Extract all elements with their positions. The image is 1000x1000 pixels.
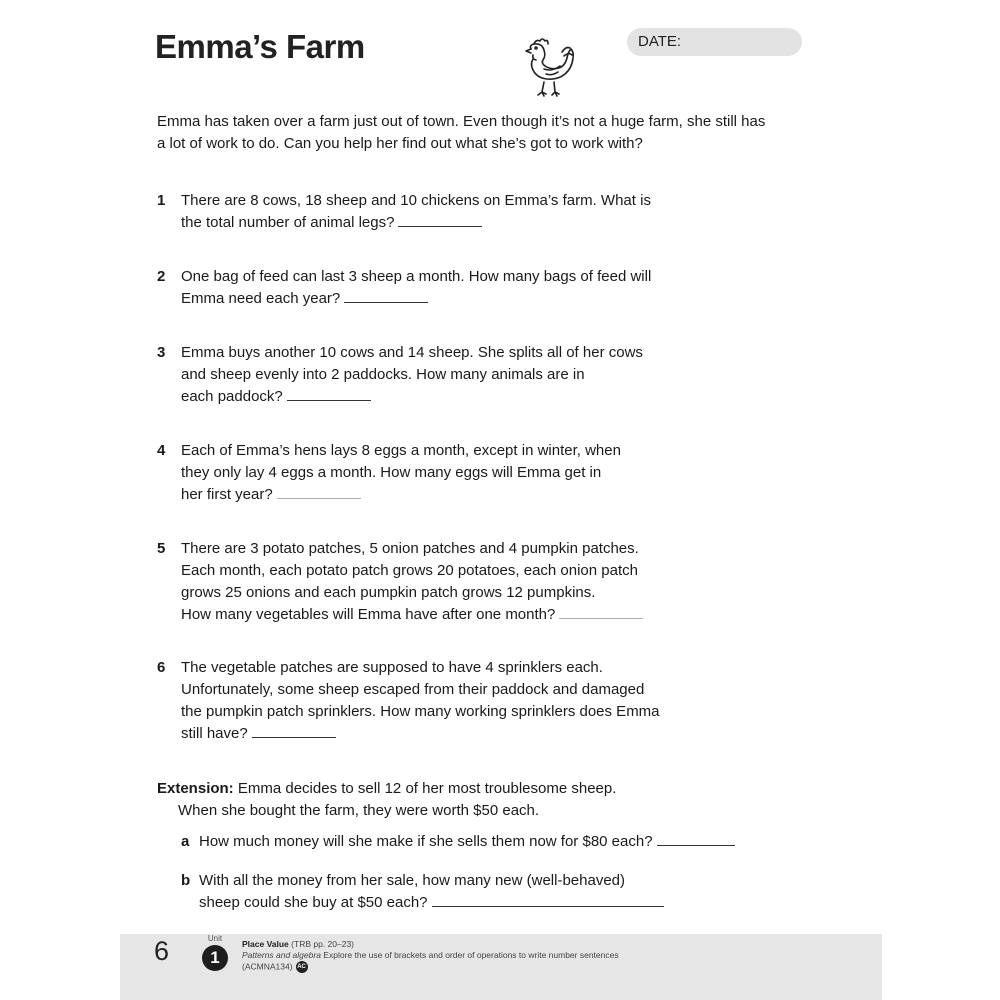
question-line: Emma buys another 10 cows and 14 sheep. She splits all of her cows (181, 344, 643, 361)
intro-paragraph: Emma has taken over a farm just out of town. Even though it’s not a huge farm, she still has a lot of work to do. Can you help her find out what she’s got to work with? (157, 113, 766, 152)
question-line: The vegetable patches are supposed to have 4 sprinklers each. (181, 659, 603, 676)
question-number: 5 (157, 540, 166, 557)
unit-badge (202, 934, 228, 974)
part-letter: b (181, 872, 191, 889)
unit-pages: (TRB pp. 20–23) (291, 939, 355, 949)
question-line: One bag of feed can last 3 sheep a month. How many bags of feed will (181, 268, 652, 285)
question-4 (157, 440, 797, 506)
answer-blank[interactable] (344, 288, 428, 303)
question-number: 3 (157, 344, 166, 361)
date-field[interactable] (627, 28, 802, 56)
extension-section (157, 778, 797, 822)
unit-number: 1 (202, 945, 228, 971)
answer-blank[interactable] (657, 831, 735, 846)
question-line: Each of Emma’s hens lays 8 eggs a month, except in winter, when (181, 442, 621, 459)
answer-blank[interactable] (277, 484, 361, 499)
question-number: 2 (157, 268, 166, 285)
question-line: How many vegetables will Emma have after one month? (181, 606, 556, 623)
question-number: 4 (157, 442, 166, 459)
content-descriptor: Explore the use of brackets and order of operations to write number sentences (323, 950, 619, 960)
part-line: How much money will she make if she sells them now for $80 each? (199, 833, 653, 850)
extension-line: Emma decides to sell 12 of her most troublesome sheep. (237, 780, 617, 797)
part-letter: a (181, 833, 190, 850)
answer-blank[interactable] (287, 386, 371, 401)
page-footer (120, 934, 882, 1000)
question-6 (157, 657, 797, 745)
date-label: DATE: (638, 33, 682, 50)
question-line: the pumpkin patch sprinklers. How many working sprinklers does Emma (181, 703, 660, 720)
part-line: With all the money from her sale, how many new (well-behaved) (199, 872, 626, 889)
answer-blank[interactable] (432, 892, 664, 907)
question-line: Emma need each year? (181, 290, 341, 307)
question-line: There are 8 cows, 18 sheep and 10 chickens on Emma’s farm. What is (181, 192, 651, 209)
question-line: and sheep evenly into 2 paddocks. How many animals are in (181, 366, 585, 383)
question-line: There are 3 potato patches, 5 onion patches and 4 pumpkin patches. (181, 540, 639, 557)
worksheet-title: Emma’s Farm (155, 28, 365, 65)
question-line: her first year? (181, 486, 273, 503)
extension-label: Extension: (157, 780, 234, 797)
extension-part-a (181, 831, 801, 853)
strand-name: Patterns and algebra (242, 950, 321, 960)
part-line: sheep could she buy at $50 each? (199, 894, 428, 911)
question-number: 1 (157, 192, 166, 209)
question-line: still have? (181, 725, 248, 742)
question-number: 6 (157, 659, 166, 676)
question-3 (157, 342, 797, 408)
ac-badge-icon: AC (296, 961, 308, 973)
question-5 (157, 538, 797, 626)
question-line: the total number of animal legs? (181, 214, 395, 231)
question-line: grows 25 onions and each pumpkin patch grows 12 pumpkins. (181, 584, 596, 601)
question-1 (157, 190, 797, 234)
page-number: 6 (154, 936, 170, 966)
extension-line: When she bought the farm, they were worth $50 each. (178, 802, 540, 819)
hen-illustration (514, 34, 580, 100)
answer-blank[interactable] (398, 212, 482, 227)
curriculum-info (242, 939, 619, 973)
unit-title: Place Value (242, 939, 289, 949)
question-line: Each month, each potato patch grows 20 potatoes, each onion patch (181, 562, 638, 579)
question-line: Unfortunately, some sheep escaped from their paddock and damaged (181, 681, 645, 698)
answer-blank[interactable] (559, 604, 643, 619)
unit-word: Unit (207, 934, 223, 943)
question-line: they only lay 4 eggs a month. How many eggs will Emma get in (181, 464, 602, 481)
extension-part-b (181, 870, 801, 914)
answer-blank[interactable] (252, 723, 336, 738)
curriculum-code: (ACMNA134) (242, 961, 293, 972)
question-line: each paddock? (181, 388, 283, 405)
question-2 (157, 266, 797, 310)
